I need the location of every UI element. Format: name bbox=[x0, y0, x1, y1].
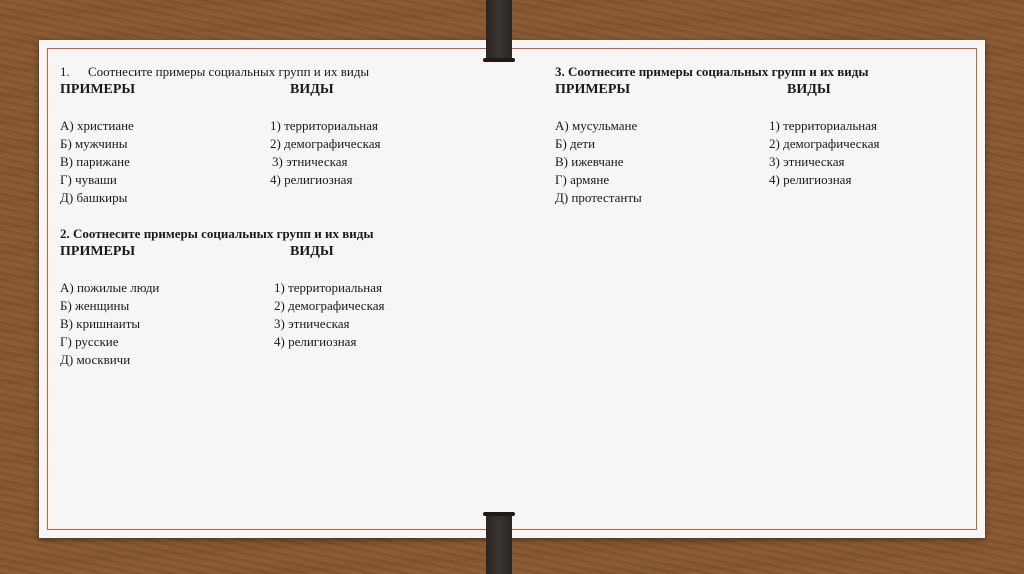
binder-clip-bottom bbox=[486, 512, 512, 574]
task-2-row: Б) женщины 2) демографическая bbox=[60, 298, 385, 313]
task-2-row: Д) москвичи bbox=[60, 352, 131, 367]
task-2-header: ПРИМЕРЫ ВИДЫ bbox=[60, 244, 334, 259]
binder-clip-top bbox=[486, 0, 512, 62]
task-2-row: Г) русские 4) религиозная bbox=[60, 334, 357, 349]
task-2-row: А) пожилые люди 1) территориальная bbox=[60, 280, 382, 295]
task-3-row: Д) протестанты bbox=[555, 190, 642, 205]
task-3-row: Б) дети 2) демографическая bbox=[555, 136, 880, 151]
task-1-header: ПРИМЕРЫ ВИДЫ bbox=[60, 82, 334, 97]
task-2-row: В) кришнаиты 3) этническая bbox=[60, 316, 350, 331]
task-3-header: ПРИМЕРЫ ВИДЫ bbox=[555, 82, 831, 97]
task-1-title: 1. Соотнесите примеры социальных групп и их виды bbox=[60, 64, 370, 79]
task-2-title: 2. Соотнесите примеры социальных групп и их виды bbox=[60, 226, 374, 241]
task-3-row: В) ижевчане 3) этническая bbox=[555, 154, 845, 169]
left-column bbox=[60, 63, 480, 369]
task-1-row: Г) чуваши 4) религиозная bbox=[60, 172, 353, 187]
task-1-row: Б) мужчины 2) демографическая bbox=[60, 136, 381, 151]
right-column bbox=[555, 63, 975, 207]
task-1-row: В) парижане 3) этническая bbox=[60, 154, 348, 169]
task-3-title: 3. Соотнесите примеры социальных групп и их виды bbox=[555, 64, 869, 79]
task-3-row: А) мусульмане 1) территориальная bbox=[555, 118, 877, 133]
task-1-row: А) христиане 1) территориальная bbox=[60, 118, 378, 133]
task-3-row: Г) армяне 4) религиозная bbox=[555, 172, 852, 187]
task-1-row: Д) башкиры bbox=[60, 190, 128, 205]
